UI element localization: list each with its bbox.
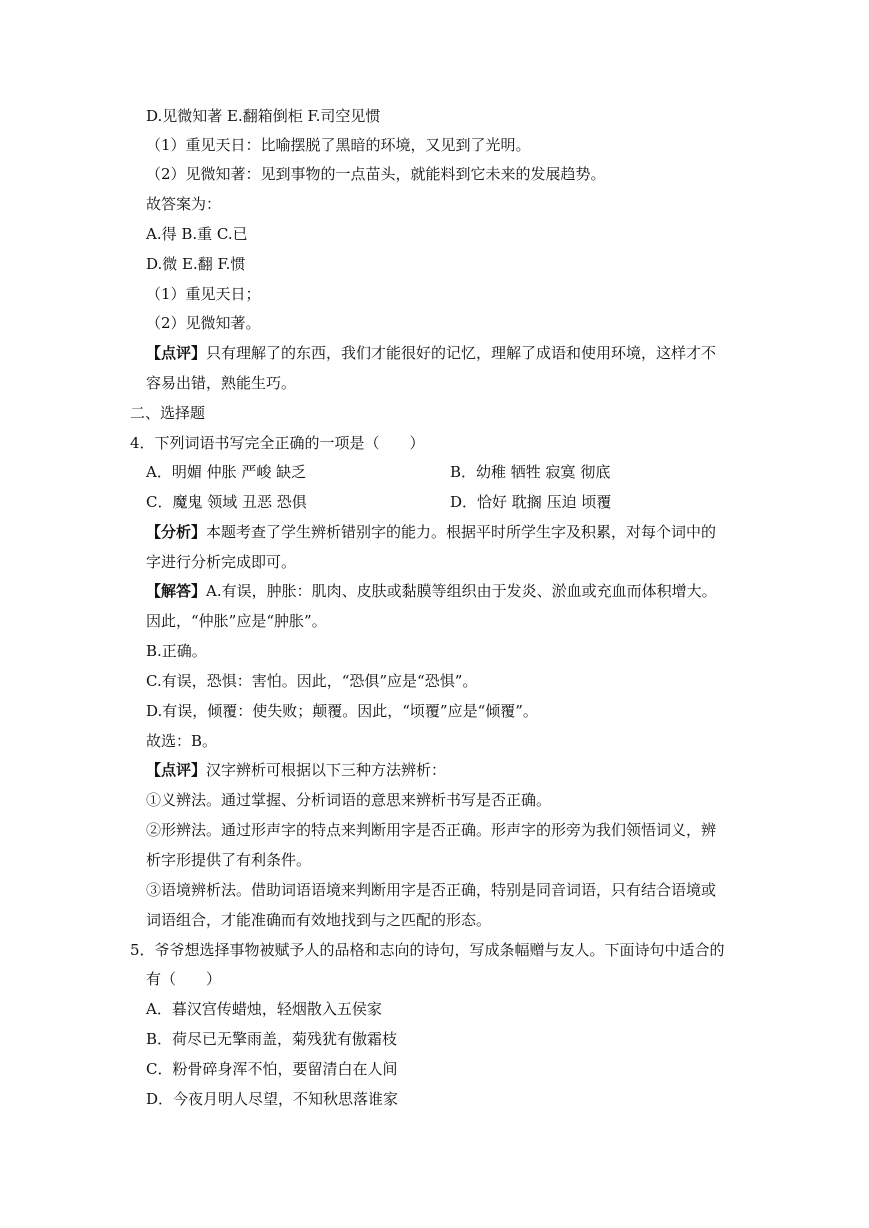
- question-5-option-b: B．荷尽已无擎雨盖，菊残犹有傲霜枝: [146, 1030, 398, 1048]
- method-line: ③语境辨析法。借助词语语境来判断用字是否正确，特别是同音词语，只有结合语境或: [146, 881, 717, 899]
- analysis-paragraph: [146, 522, 716, 542]
- analysis-continuation: 字进行分析完成即可。: [146, 553, 297, 571]
- comment-paragraph: [146, 760, 446, 780]
- question-5-option-a: A．暮汉宫传蜡烛，轻烟散入五侯家: [146, 1000, 382, 1018]
- answer-line: D.微 E.翻 F.惯: [146, 255, 246, 273]
- answer-line: （2）见微知著。: [146, 314, 261, 332]
- question-4-option-d: D．恰好 耽搁 压迫 顷覆: [450, 493, 612, 511]
- method-line: ①义辨法。通过掌握、分析词语的意思来辨析书写是否正确。: [146, 791, 552, 809]
- method-line: 析字形提供了有利条件。: [146, 851, 312, 869]
- solution-paragraph: [146, 581, 717, 601]
- question-4-option-b: B．幼稚 牺牲 寂寞 彻底: [450, 463, 611, 481]
- solution-line: D.有误，倾覆：使失败；颠覆。因此，“顷覆”应是“倾覆”。: [146, 702, 538, 720]
- comment-text: 只有理解了的东西，我们才能很好的记忆，理解了成语和使用环境，这样才不: [206, 344, 717, 362]
- solution-line: 故选：B。: [146, 732, 218, 750]
- question-4-option-c: C．魔鬼 领域 丑恶 恐俱: [146, 493, 307, 511]
- explanation-line: （1）重见天日：比喻摆脱了黑暗的环境，又见到了光明。: [146, 136, 531, 154]
- comment-continuation: 容易出错，熟能生巧。: [146, 374, 297, 392]
- comment-text: 汉字辨析可根据以下三种方法辨析：: [206, 761, 447, 779]
- comment-tag: 【点评】: [146, 761, 207, 779]
- solution-text: A.有误，肿胀：肌肉、皮肤或黏膜等组织由于发炎、淤血或充血而体积增大。: [206, 582, 717, 600]
- section-heading: 二、选择题: [130, 404, 206, 422]
- question-4-stem: 4．下列词语书写完全正确的一项是（ ）: [130, 434, 425, 452]
- question-5-option-c: C．粉骨碎身浑不怕，要留清白在人间: [146, 1060, 398, 1078]
- answer-options-def: D.见微知著 E.翻箱倒柜 F.司空见惯: [146, 107, 381, 125]
- comment-tag: 【点评】: [146, 344, 207, 362]
- answer-line: A.得 B.重 C.已: [146, 225, 248, 243]
- question-4-option-a: A．明媚 仲胀 严峻 缺乏: [146, 463, 307, 481]
- analysis-text: 本题考查了学生辨析错别字的能力。根据平时所学生字及积累，对每个词中的: [206, 523, 717, 541]
- solution-line: C.有误，恐惧：害怕。因此，“恐俱”应是“恐惧”。: [146, 672, 478, 690]
- method-line: 词语组合，才能准确而有效地找到与之匹配的形态。: [146, 911, 492, 929]
- analysis-tag: 【分析】: [146, 523, 207, 541]
- solution-line: 因此，“仲胀”应是“肿胀”。: [146, 612, 327, 630]
- answer-line: （1）重见天日；: [146, 285, 261, 303]
- question-5-stem-continuation: 有（ ）: [146, 970, 222, 988]
- solution-line: B.正确。: [146, 642, 207, 660]
- question-5-stem: 5．爷爷想选择事物被赋予人的品格和志向的诗句，写成条幅赠与友人。下面诗句中适合的: [130, 941, 725, 959]
- explanation-line: （2）见微知著：见到事物的一点苗头，就能料到它未来的发展趋势。: [146, 165, 606, 183]
- solution-tag: 【解答】: [146, 582, 207, 600]
- method-line: ②形辨法。通过形声字的特点来判断用字是否正确。形声字的形旁为我们领悟词义，辨: [146, 821, 717, 839]
- comment-paragraph: [146, 343, 716, 363]
- question-5-option-d: D．今夜月明人尽望，不知秋思落谁家: [146, 1090, 399, 1108]
- answer-heading: 故答案为：: [146, 195, 222, 213]
